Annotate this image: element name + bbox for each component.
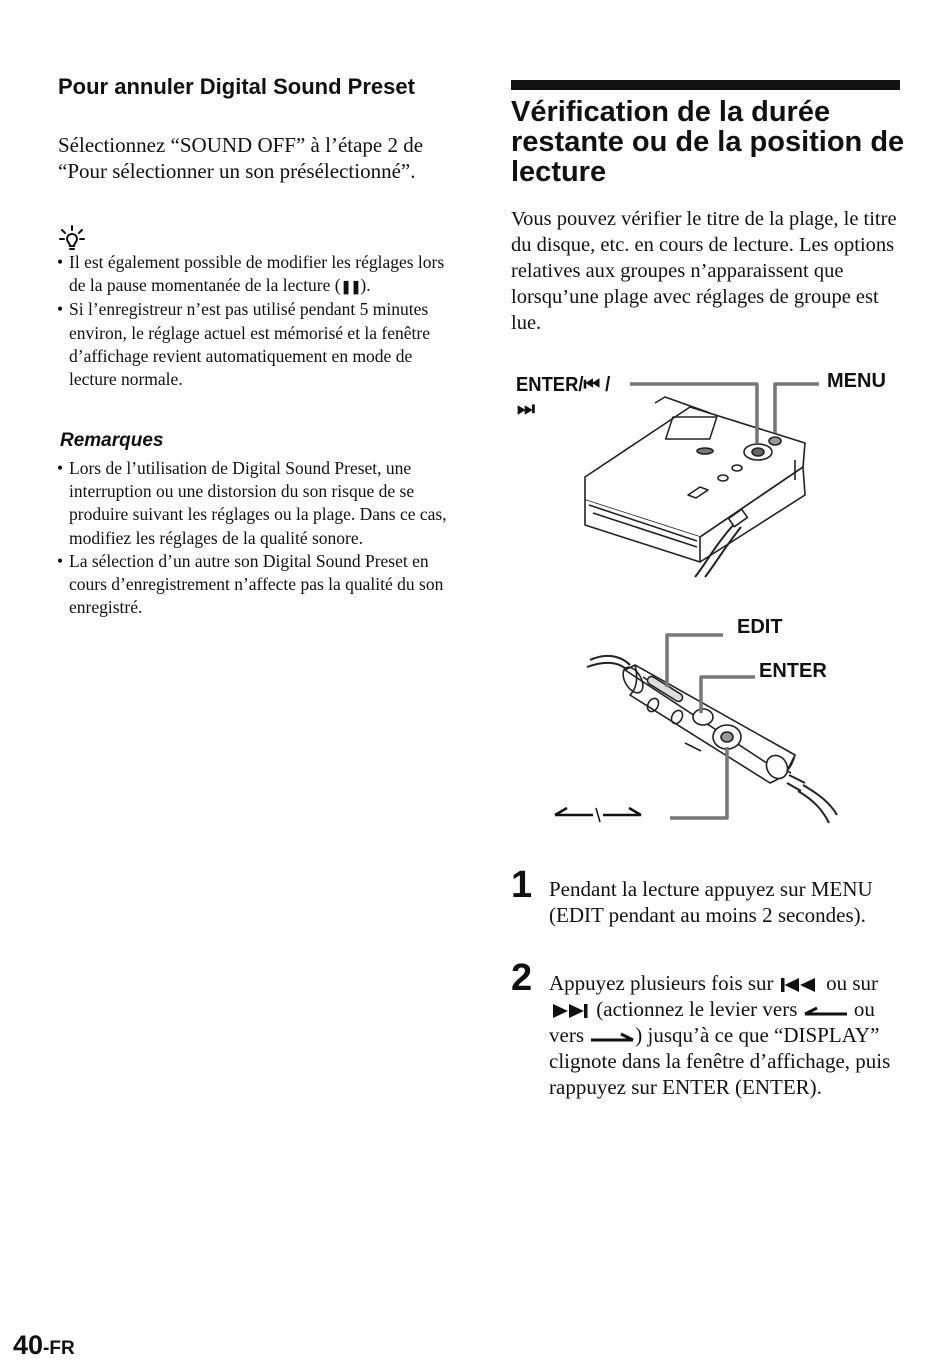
page-number: [13, 1330, 75, 1361]
step-text-2: [549, 970, 894, 1100]
list-item: • Lors de l’utilisation de Digital Sound Preset, une interruption ou une distorsion du son risque de se produire suivant les réglages ou la plage. Dans ce cas, modifiez les réglages de la qualité sonore.: [57, 458, 447, 548]
lever-left-icon: [803, 1005, 849, 1017]
remarks-list: [57, 457, 452, 619]
lever-right-icon: [589, 1031, 635, 1043]
remarks-heading: Remarques: [60, 430, 164, 451]
label-edit: EDIT: [737, 616, 783, 638]
tip-text-1: Il est également possible de modifier les réglages lors de la pause momentanée de la lecture (: [69, 252, 445, 296]
label-enter-prev: ENTER/⏮ /: [516, 374, 611, 397]
step2-part-2: ou sur: [826, 971, 878, 995]
section-heading-cancel-sound-preset: Pour annuler Digital Sound Preset: [58, 74, 415, 99]
remark-text-1: Lors de l’utilisation de Digital Sound Preset, une interruption ou une distorsion du son risque de se produire suivant les réglages ou la plage. Dans ce cas, modifiez les réglages de la qualité sonore.: [69, 458, 447, 548]
list-item: • La sélection d’un autre son Digital Sound Preset en cours d’enregistrement n’affecte pas la qualité du son enregistré.: [57, 550, 444, 618]
cancel-instruction-text: Sélectionnez “SOUND OFF” à l’étape 2 de “Pour sélectionner un son présélectionné”.: [58, 133, 424, 183]
next-track-icon: [549, 1003, 591, 1019]
tip-list: [57, 251, 452, 391]
step2-part-4: ou vers: [549, 997, 875, 1047]
step2-part-5: ) jusqu’à ce que “DISPLAY” clignote dans la fenêtre d’affichage, puis rappuyez sur ENTER (ENTER).: [549, 1023, 891, 1099]
lightbulb-hint-icon: [58, 224, 86, 252]
device-illustration: [505, 355, 905, 835]
step-number-2: 2: [511, 957, 533, 999]
list-item: • Si l’enregistreur n’est pas utilisé pendant 5 minutes environ, le réglage actuel est mémorisé et la fenêtre d’affichage revient automatiquement en mode de lecture normale.: [57, 299, 431, 390]
section-rule: [511, 80, 900, 90]
remark-text-2: La sélection d’un autre son Digital Sound Preset en cours d’enregistrement n’affecte pas la qualité du son enregistré.: [69, 550, 444, 618]
tip-text-2: Si l’enregistreur n’est pas utilisé pendant 5 minutes environ, le réglage actuel est mémorisé et la fenêtre d’affichage revient automatiquement en mode de lecture normale.: [69, 299, 431, 390]
page-title: Vérification de la durée restante ou de la position de lecture: [511, 96, 905, 188]
page-number-suffix: -FR: [43, 1338, 75, 1359]
list-item: • Il est également possible de modifier les réglages lors de la pause momentanée de la lecture (❚❚).: [57, 252, 445, 296]
step2-part-1: Appuyez plusieurs fois sur: [549, 971, 774, 995]
lever-direction-icon: [555, 808, 641, 822]
tip-text-1-close: ).: [360, 275, 371, 296]
previous-track-icon: [779, 977, 821, 993]
label-next: ⏭: [517, 398, 535, 420]
step-number-1: 1: [511, 864, 533, 906]
intro-text: Vous pouvez vérifier le titre de la plage, le titre du disque, etc. en cours de lecture. Les options relatives aux groupes n’apparaissent que lorsqu’une plage avec réglages de groupe est lue.: [511, 208, 897, 334]
step2-part-3: (actionnez le levier vers: [596, 997, 798, 1021]
pause-icon: ❚❚: [340, 279, 361, 295]
step-text-1: Pendant la lecture appuyez sur MENU (EDIT pendant au moins 2 secondes).: [549, 877, 873, 927]
minidisc-recorder: [585, 397, 805, 577]
page-number-value: 40: [13, 1330, 44, 1360]
label-enter: ENTER: [759, 660, 827, 682]
label-menu: MENU: [827, 370, 886, 392]
